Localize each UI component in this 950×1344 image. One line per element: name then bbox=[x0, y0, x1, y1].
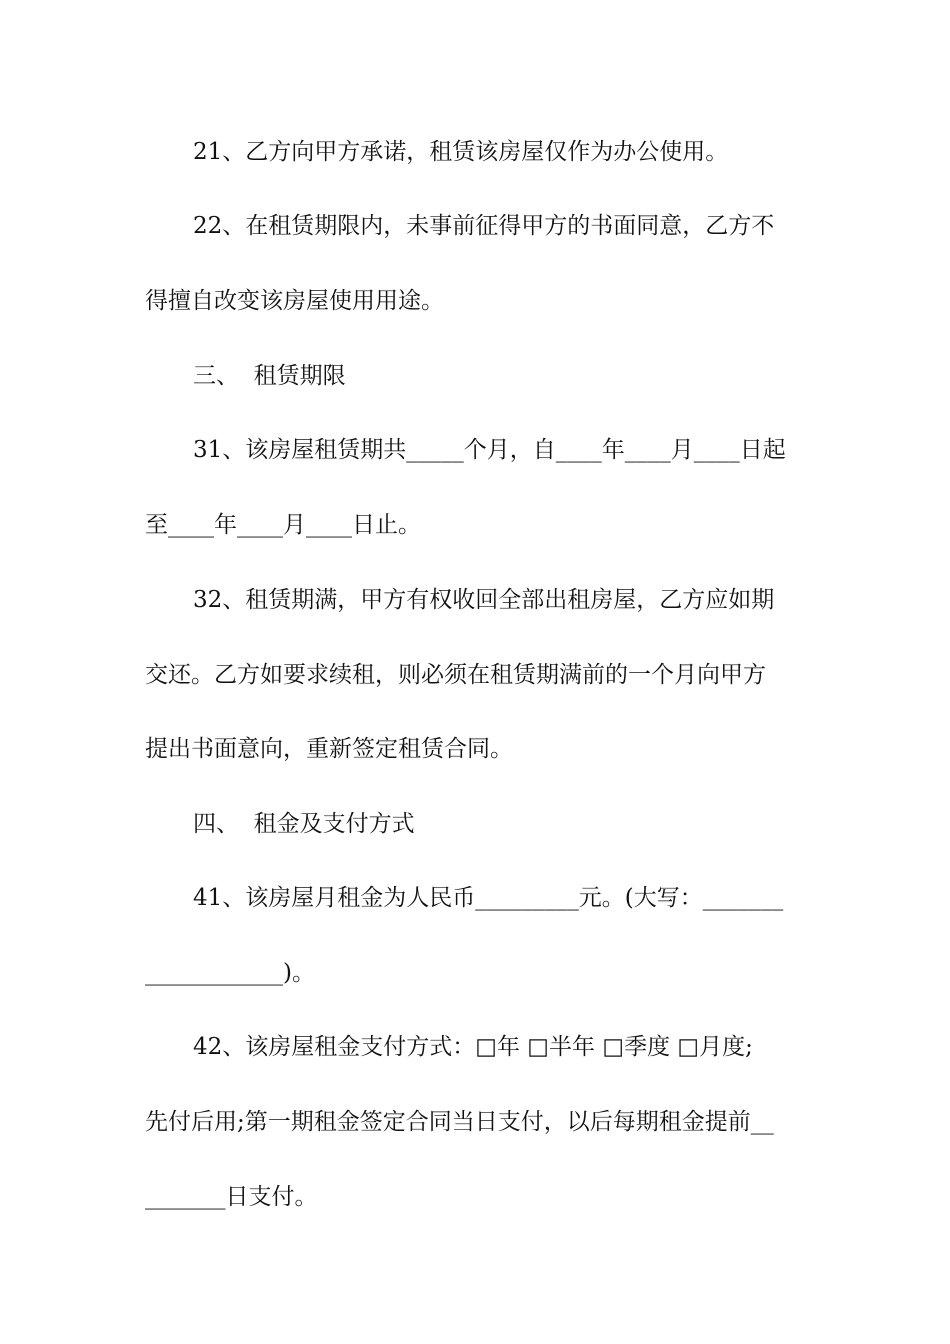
clause-42-line-2: 先付后用;第一期租金签定合同当日支付，以后每期租金提前__ bbox=[145, 1109, 774, 1135]
clause-41-line-2: ____________)。 bbox=[145, 960, 315, 986]
clause-22-line-1: 22、在租赁期限内，未事前征得甲方的书面同意，乙方不 bbox=[193, 213, 775, 239]
clause-31-line-2: 至____年____月____日止。 bbox=[145, 512, 421, 538]
section-heading-lease-term: 三、 租赁期限 bbox=[193, 363, 346, 389]
clause-42-line-3: _______日支付。 bbox=[145, 1184, 318, 1210]
clause-32-line-2: 交还。乙方如要求续租，则必须在租赁期满前的一个月向甲方 bbox=[145, 662, 766, 688]
section-heading-rent-payment: 四、 租金及支付方式 bbox=[193, 811, 415, 837]
clause-42-line-1: 42、该房屋租金支付方式：□年 □半年 □季度 □月度; bbox=[193, 1034, 753, 1060]
clause-21: 21、乙方向甲方承诺，租赁该房屋仅作为办公使用。 bbox=[193, 139, 729, 165]
clause-41-line-1: 41、该房屋月租金为人民币_________元。(大写：_______ bbox=[193, 885, 784, 911]
clause-22-line-2: 得擅自改变该房屋使用用途。 bbox=[145, 288, 444, 314]
clause-32-line-3: 提出书面意向，重新签定租赁合同。 bbox=[145, 736, 513, 762]
clause-32-line-1: 32、租赁期满，甲方有权收回全部出租房屋，乙方应如期 bbox=[193, 587, 775, 613]
clause-31-line-1: 31、该房屋租赁期共_____个月，自____年____月____日起 bbox=[193, 437, 786, 463]
